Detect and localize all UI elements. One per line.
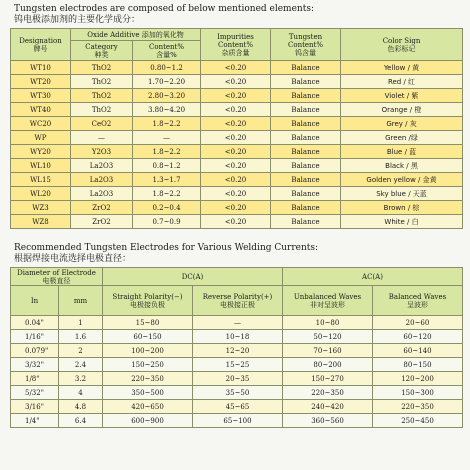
table-row [11, 61, 463, 75]
cell-tungsten: Balance [271, 145, 341, 159]
cell-content: 1.8~2.2 [133, 145, 201, 159]
header-ac: AC(A) [283, 268, 463, 286]
header-category [71, 41, 133, 61]
cell-tungsten: Balance [271, 61, 341, 75]
cell-category: CeO2 [71, 117, 133, 131]
header-tungsten [271, 29, 341, 61]
cell-impurities: <0.20 [201, 75, 271, 89]
cell-designation: WP [11, 131, 71, 145]
cell-category: ThO2 [71, 103, 133, 117]
cell-unbalanced: 150~270 [283, 372, 373, 386]
cell-balanced: 20~60 [373, 316, 463, 330]
cell-unbalanced: 80~200 [283, 358, 373, 372]
header-straight-en: Straight Polarity(−) [112, 293, 183, 301]
table-row [11, 89, 463, 103]
header-in: In [11, 286, 59, 316]
cell-category: — [71, 131, 133, 145]
table-row [11, 131, 463, 145]
cell-impurities: <0.20 [201, 215, 271, 229]
header-designation-en: Designation [19, 36, 62, 45]
header-unbalanced-cn: 非对呈波形 [310, 301, 345, 309]
cell-straight: 600~900 [103, 414, 193, 428]
cell-inch: 0.04" [11, 316, 59, 330]
header-balanced-waves [373, 286, 463, 316]
header-reverse-polarity [193, 286, 283, 316]
cell-content: 1.70~2.20 [133, 75, 201, 89]
cell-category: La2O3 [71, 173, 133, 187]
cell-mm: 2 [59, 344, 103, 358]
header-designation [11, 29, 71, 61]
cell-category: La2O3 [71, 159, 133, 173]
cell-balanced: 60~120 [373, 330, 463, 344]
header-impurities-cn: 杂质含量 [221, 48, 250, 57]
cell-impurities: <0.20 [201, 145, 271, 159]
cell-designation: WL20 [11, 187, 71, 201]
header-category-cn: 种类 [94, 50, 109, 59]
welding-current-table [10, 267, 463, 428]
table-row [11, 75, 463, 89]
header-diameter-cn: 电极直径 [42, 276, 71, 285]
cell-straight: 15~80 [103, 316, 193, 330]
section2-heading-en: Recommended Tungsten Electrodes for Various Welding Currents: [14, 243, 319, 253]
cell-tungsten: Balance [271, 103, 341, 117]
cell-mm: 2.4 [59, 358, 103, 372]
cell-balanced: 60~140 [373, 344, 463, 358]
header-oxide-additive [71, 29, 201, 41]
header-balanced-cn: 呈波形 [407, 301, 428, 309]
cell-unbalanced: 10~80 [283, 316, 373, 330]
cell-category: ThO2 [71, 75, 133, 89]
table-row [11, 159, 463, 173]
cell-impurities: <0.20 [201, 173, 271, 187]
cell-category: ThO2 [71, 61, 133, 75]
cell-reverse: 45~65 [193, 400, 283, 414]
cell-designation: WL10 [11, 159, 71, 173]
cell-mm: 1.6 [59, 330, 103, 344]
cell-tungsten: Balance [271, 117, 341, 131]
cell-color: Black / 黑 [341, 159, 463, 173]
table-row [11, 414, 463, 428]
cell-impurities: <0.20 [201, 187, 271, 201]
table-row [11, 372, 463, 386]
header-diameter [11, 268, 103, 286]
cell-balanced: 120~200 [373, 372, 463, 386]
header-tungsten-en: Tungsten Content% [288, 32, 324, 49]
cell-tungsten: Balance [271, 173, 341, 187]
cell-straight: 220~350 [103, 372, 193, 386]
cell-designation: WZ8 [11, 215, 71, 229]
cell-unbalanced: 70~160 [283, 344, 373, 358]
cell-reverse: 12~20 [193, 344, 283, 358]
table-row [11, 201, 463, 215]
cell-impurities: <0.20 [201, 159, 271, 173]
cell-straight: 100~200 [103, 344, 193, 358]
cell-reverse: 20~35 [193, 372, 283, 386]
cell-unbalanced: 240~420 [283, 400, 373, 414]
cell-impurities: <0.20 [201, 117, 271, 131]
cell-reverse: 15~25 [193, 358, 283, 372]
cell-balanced: 150~300 [373, 386, 463, 400]
cell-reverse: — [193, 316, 283, 330]
header-content-en: Content% [149, 42, 185, 51]
cell-content: 2.80~3.20 [133, 89, 201, 103]
cell-category: Y2O3 [71, 145, 133, 159]
header-balanced-en: Balanced Waves [388, 293, 447, 301]
cell-color: Sky blue / 天蓝 [341, 187, 463, 201]
table-row [11, 117, 463, 131]
header-color-sign [341, 29, 463, 61]
table-row [11, 316, 463, 330]
header-diameter-en: Diameter of Electrode [17, 268, 96, 277]
cell-content: 1.3~1.7 [133, 173, 201, 187]
header-reverse-en: Reverse Polarity(+) [202, 293, 273, 301]
cell-inch: 1/8" [11, 372, 59, 386]
header-impurities [201, 29, 271, 61]
header-color-cn: 色彩标记 [387, 44, 416, 53]
cell-straight: 60~150 [103, 330, 193, 344]
cell-content: — [133, 131, 201, 145]
cell-content: 0.8~1.2 [133, 159, 201, 173]
cell-impurities: <0.20 [201, 201, 271, 215]
cell-color: Grey / 灰 [341, 117, 463, 131]
cell-impurities: <0.20 [201, 131, 271, 145]
table-row [11, 400, 463, 414]
table-row [11, 358, 463, 372]
cell-designation: WT20 [11, 75, 71, 89]
section-spacer [10, 229, 462, 243]
cell-reverse: 65~100 [193, 414, 283, 428]
header-designation-cn: 牌号 [33, 44, 48, 53]
header-oxide-en: Oxide Additive [87, 30, 140, 39]
cell-category: ThO2 [71, 89, 133, 103]
cell-tungsten: Balance [271, 131, 341, 145]
cell-balanced: 80~150 [373, 358, 463, 372]
cell-content: 1.8~2.2 [133, 117, 201, 131]
cell-designation: WY20 [11, 145, 71, 159]
cell-inch: 5/32" [11, 386, 59, 400]
header-reverse-cn: 电极接正极 [220, 301, 255, 309]
table-row [11, 103, 463, 117]
cell-designation: WT40 [11, 103, 71, 117]
cell-color: Violet / 紫 [341, 89, 463, 103]
cell-inch: 1/4" [11, 414, 59, 428]
header-straight-polarity [103, 286, 193, 316]
cell-mm: 4.8 [59, 400, 103, 414]
cell-mm: 6.4 [59, 414, 103, 428]
cell-designation: WC20 [11, 117, 71, 131]
header-category-en: Category [85, 42, 118, 51]
cell-tungsten: Balance [271, 75, 341, 89]
cell-balanced: 220~350 [373, 400, 463, 414]
cell-color: Orange / 橙 [341, 103, 463, 117]
cell-inch: 3/32" [11, 358, 59, 372]
table-row [11, 187, 463, 201]
cell-category: ZrO2 [71, 201, 133, 215]
header-unbalanced-waves [283, 286, 373, 316]
cell-content: 0.80~1.2 [133, 61, 201, 75]
table-row [11, 330, 463, 344]
header-dc: DC(A) [103, 268, 283, 286]
header-mm: mm [59, 286, 103, 316]
cell-color: Blue / 蓝 [341, 145, 463, 159]
header-straight-cn: 电极接负极 [130, 301, 165, 309]
cell-unbalanced: 360~560 [283, 414, 373, 428]
cell-content: 1.8~2.2 [133, 187, 201, 201]
cell-tungsten: Balance [271, 89, 341, 103]
table-row [11, 386, 463, 400]
cell-mm: 3.2 [59, 372, 103, 386]
cell-designation: WL15 [11, 173, 71, 187]
cell-content: 0.7~0.9 [133, 215, 201, 229]
cell-color: Red / 红 [341, 75, 463, 89]
table-row [11, 145, 463, 159]
cell-color: White / 白 [341, 215, 463, 229]
cell-color: Golden yellow / 金黄 [341, 173, 463, 187]
cell-tungsten: Balance [271, 201, 341, 215]
cell-straight: 420~650 [103, 400, 193, 414]
header-unbalanced-en: Unbalanced Waves [293, 293, 362, 301]
cell-unbalanced: 220~350 [283, 386, 373, 400]
cell-impurities: <0.20 [201, 103, 271, 117]
cell-color: Brown / 棕 [341, 201, 463, 215]
header-color-en: Color Sign [382, 36, 421, 45]
cell-designation: WZ3 [11, 201, 71, 215]
cell-content: 0.2~0.4 [133, 201, 201, 215]
header-tungsten-cn: 钨含量 [295, 48, 317, 57]
cell-reverse: 10~18 [193, 330, 283, 344]
cell-tungsten: Balance [271, 159, 341, 173]
header-content-cn: 含量% [156, 50, 177, 59]
cell-unbalanced: 50~120 [283, 330, 373, 344]
header-content [133, 41, 201, 61]
table-row [11, 173, 463, 187]
cell-impurities: <0.20 [201, 89, 271, 103]
cell-content: 3.80~4.20 [133, 103, 201, 117]
cell-straight: 150~250 [103, 358, 193, 372]
cell-category: La2O3 [71, 187, 133, 201]
cell-mm: 1 [59, 316, 103, 330]
cell-straight: 350~500 [103, 386, 193, 400]
cell-inch: 0.079" [11, 344, 59, 358]
cell-inch: 3/16" [11, 400, 59, 414]
cell-balanced: 250~450 [373, 414, 463, 428]
cell-mm: 4 [59, 386, 103, 400]
header-oxide-cn: 添加的氧化物 [141, 30, 184, 39]
cell-designation: WT10 [11, 61, 71, 75]
cell-tungsten: Balance [271, 187, 341, 201]
table-row [11, 215, 463, 229]
section1-heading-cn: 钨电极添加剂的主要化学成分： [14, 15, 141, 25]
page-content [10, 4, 462, 428]
table-row [11, 344, 463, 358]
cell-reverse: 35~50 [193, 386, 283, 400]
section2-heading-cn: 根据焊接电流选择电极直径： [14, 254, 132, 264]
cell-designation: WT30 [11, 89, 71, 103]
composition-table [10, 28, 463, 229]
cell-impurities: <0.20 [201, 61, 271, 75]
cell-category: ZrO2 [71, 215, 133, 229]
cell-color: Green /绿 [341, 131, 463, 145]
section1-heading-en: Tungsten electrodes are composed of below mentioned elements: [14, 4, 314, 14]
cell-color: Yellow / 黄 [341, 61, 463, 75]
cell-inch: 1/16" [11, 330, 59, 344]
cell-tungsten: Balance [271, 215, 341, 229]
header-impurities-en: Impurities Content% [217, 32, 254, 49]
